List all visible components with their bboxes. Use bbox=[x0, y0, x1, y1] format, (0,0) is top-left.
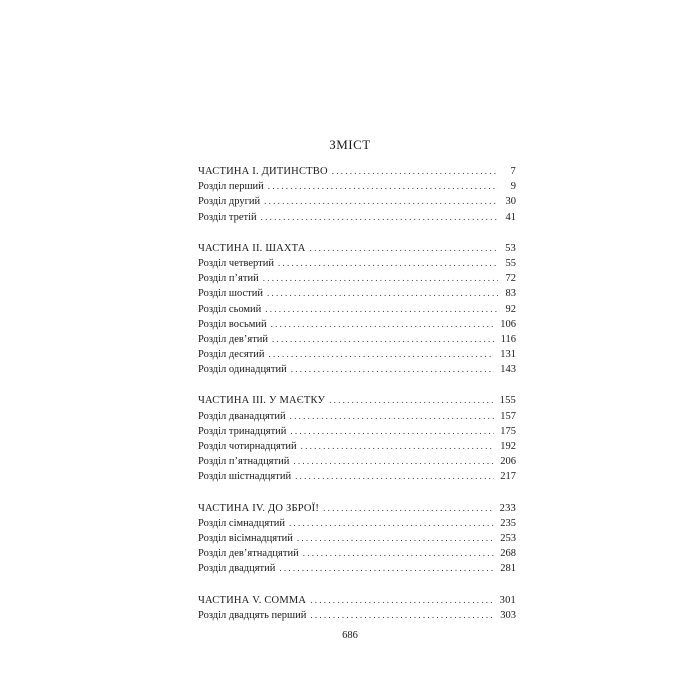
dot-leader bbox=[310, 608, 494, 623]
page-ref: 7 bbox=[510, 166, 516, 177]
chapter-title: Розділ двадцятий bbox=[198, 563, 276, 575]
dot-leader bbox=[291, 362, 495, 377]
toc-chapter-entry bbox=[198, 362, 516, 377]
page-ref: 30 bbox=[505, 196, 516, 208]
page-ref: 268 bbox=[500, 548, 516, 560]
chapter-title: Розділ восьмий bbox=[198, 318, 267, 330]
toc-chapter-entry bbox=[198, 317, 516, 332]
page-ref: 106 bbox=[500, 318, 516, 330]
page-ref: 281 bbox=[500, 563, 516, 575]
dot-leader bbox=[268, 179, 498, 194]
table-of-contents bbox=[198, 164, 516, 639]
chapter-title: Розділ вісімнадцятий bbox=[198, 532, 293, 544]
toc-chapter-entry bbox=[198, 424, 516, 439]
chapter-title: Розділ шостий bbox=[198, 288, 263, 300]
toc-part-heading bbox=[198, 501, 516, 516]
chapter-title: Розділ дванадцятий bbox=[198, 410, 286, 422]
dot-leader bbox=[269, 347, 495, 362]
toc-chapter-entry bbox=[198, 561, 516, 576]
toc-part bbox=[198, 393, 516, 484]
dot-leader bbox=[290, 409, 495, 424]
dot-leader bbox=[272, 332, 495, 347]
toc-part bbox=[198, 501, 516, 577]
toc-chapter-entry bbox=[198, 302, 516, 317]
dot-leader bbox=[263, 271, 498, 286]
toc-chapter-entry bbox=[198, 516, 516, 531]
part-title: ЧАСТИНА IV. ДО ЗБРОЇ! bbox=[198, 502, 320, 514]
dot-leader bbox=[267, 286, 498, 301]
page-ref: 143 bbox=[500, 364, 516, 376]
dot-leader bbox=[261, 210, 498, 225]
page-ref: 72 bbox=[505, 273, 516, 285]
toc-chapter-entry bbox=[198, 409, 516, 424]
page-ref: 9 bbox=[510, 181, 516, 193]
dot-leader bbox=[290, 424, 494, 439]
toc-part bbox=[198, 241, 516, 378]
chapter-title: Розділ двадцять перший bbox=[198, 609, 307, 621]
page-ref: 41 bbox=[505, 211, 516, 223]
chapter-title: Розділ тринадцятий bbox=[198, 425, 287, 437]
toc-chapter-entry bbox=[198, 454, 516, 469]
page-ref: 92 bbox=[505, 303, 516, 315]
toc-part-heading bbox=[198, 241, 516, 256]
chapter-title: Розділ п’ятий bbox=[198, 273, 259, 285]
chapter-title: Розділ четвертий bbox=[198, 257, 274, 269]
toc-part-heading bbox=[198, 393, 516, 408]
chapter-title: Розділ третій bbox=[198, 211, 257, 223]
page-ref: 253 bbox=[500, 532, 516, 544]
toc-chapter-entry bbox=[198, 210, 516, 225]
chapter-title: Розділ перший bbox=[198, 181, 264, 193]
chapter-title: Розділ сімнадцятий bbox=[198, 517, 286, 529]
toc-chapter-entry bbox=[198, 332, 516, 347]
toc-chapter-entry bbox=[198, 179, 516, 194]
chapter-title: Розділ десятий bbox=[198, 349, 265, 361]
dot-leader bbox=[265, 302, 498, 317]
toc-chapter-entry bbox=[198, 608, 516, 623]
part-title: ЧАСТИНА II. ШАХТА bbox=[198, 242, 306, 254]
chapter-title: Розділ дев’ятий bbox=[198, 333, 269, 345]
page-ref: 175 bbox=[500, 425, 516, 437]
dot-leader bbox=[303, 546, 495, 561]
page-ref: 83 bbox=[505, 288, 516, 300]
dot-leader bbox=[295, 469, 494, 484]
dot-leader bbox=[310, 593, 493, 608]
part-title: ЧАСТИНА V. COMMA bbox=[198, 594, 307, 606]
part-title: ЧАСТИНА III. У МАЄТКУ bbox=[198, 395, 326, 407]
dot-leader bbox=[310, 241, 498, 256]
dot-leader bbox=[264, 194, 498, 209]
chapter-title: Розділ дев’ятнадцятий bbox=[198, 548, 299, 560]
chapter-title: Розділ другий bbox=[198, 196, 261, 208]
page-ref: 303 bbox=[500, 609, 516, 621]
toc-chapter-entry bbox=[198, 286, 516, 301]
page-ref: 217 bbox=[500, 471, 516, 483]
page-ref: 53 bbox=[505, 242, 516, 254]
page-ref: 131 bbox=[500, 349, 516, 361]
dot-leader bbox=[297, 531, 494, 546]
page-ref: 301 bbox=[499, 594, 516, 606]
dot-leader bbox=[289, 516, 494, 531]
dot-leader bbox=[279, 561, 494, 576]
part-title: ЧАСТИНА I. ДИТИНСТВО bbox=[198, 166, 328, 177]
toc-part bbox=[198, 593, 516, 623]
toc-part-heading bbox=[198, 593, 516, 608]
chapter-title: Розділ одинадцятий bbox=[198, 364, 287, 376]
page-ref: 55 bbox=[505, 257, 516, 269]
toc-part-heading bbox=[198, 164, 516, 179]
dot-leader bbox=[293, 454, 494, 469]
toc-chapter-entry bbox=[198, 531, 516, 546]
chapter-title: Розділ чотирнадцятий bbox=[198, 441, 297, 452]
page-ref: 192 bbox=[500, 441, 516, 452]
chapter-title: Розділ шістнадцятий bbox=[198, 471, 292, 483]
page-ref: 235 bbox=[500, 517, 516, 529]
page-ref: 116 bbox=[500, 333, 516, 345]
page-ref: 157 bbox=[500, 410, 516, 422]
toc-chapter-entry bbox=[198, 546, 516, 561]
page-ref: 155 bbox=[499, 395, 516, 407]
toc-chapter-entry bbox=[198, 256, 516, 271]
dot-leader bbox=[271, 317, 495, 332]
page-ref: 206 bbox=[500, 456, 516, 468]
dot-leader bbox=[323, 501, 494, 516]
dot-leader bbox=[332, 164, 498, 179]
dot-leader bbox=[278, 256, 498, 271]
dot-leader bbox=[301, 439, 495, 454]
toc-part bbox=[198, 164, 516, 225]
page-number: 686 bbox=[342, 630, 358, 641]
page-ref: 233 bbox=[499, 502, 516, 514]
page-title: ЗМІСТ bbox=[329, 137, 371, 152]
chapter-title: Розділ сьомий bbox=[198, 303, 262, 315]
toc-chapter-entry bbox=[198, 439, 516, 454]
dot-leader bbox=[329, 393, 493, 408]
toc-chapter-entry bbox=[198, 194, 516, 209]
toc-chapter-entry bbox=[198, 271, 516, 286]
toc-chapter-entry bbox=[198, 347, 516, 362]
toc-chapter-entry bbox=[198, 469, 516, 484]
chapter-title: Розділ п’ятнадцятий bbox=[198, 456, 290, 468]
